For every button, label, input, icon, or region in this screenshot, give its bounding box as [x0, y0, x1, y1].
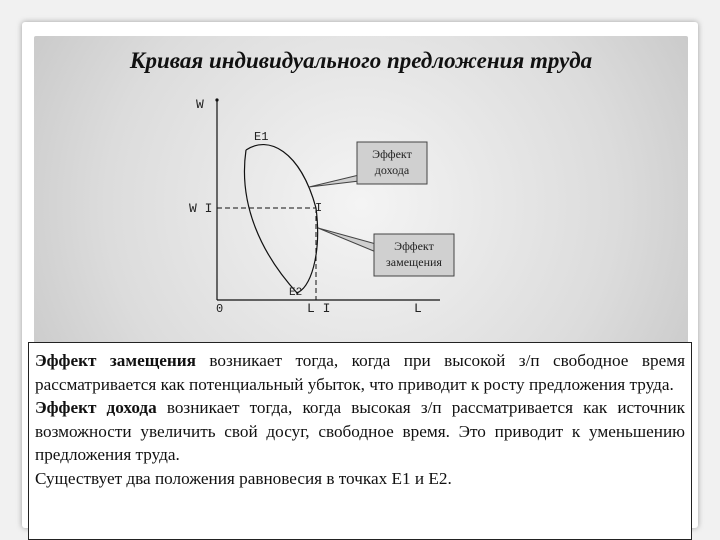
y-axis-tip [215, 98, 218, 101]
labor-level-label: L I [307, 301, 331, 316]
axis-x-label: L [414, 301, 422, 316]
callout-income-line2: дохода [374, 163, 410, 177]
callout-substitution-effect [318, 228, 454, 276]
term-substitution: Эффект замещения [35, 351, 196, 370]
point-e1-label: E1 [254, 130, 269, 144]
point-e2-label: E2 [289, 287, 303, 299]
term-income: Эффект дохода [35, 398, 157, 417]
paragraph-substitution [35, 349, 685, 396]
callout-substitution-line1: Эффект [394, 239, 434, 253]
supply-curve-lower [296, 208, 318, 293]
paragraph-equilibrium: Существует два положения равновесия в точках Е1 и Е2. [35, 468, 452, 488]
body-substitution: возникает тогда, когда при высокой з/п свободное время рассматривается как потенциальный убыток, что приводит к росту предложения труда. [35, 351, 686, 394]
supply-curve-left [244, 150, 298, 294]
paragraph-income [35, 396, 685, 467]
supply-curve-upper [246, 145, 316, 208]
explanation-textbox [28, 342, 692, 540]
body-income: возникает тогда, когда высокая з/п рассматривается как источник возможности увеличить свой досуг, свободное время. Это приводит к уменьшению предложения труда. [35, 398, 685, 464]
point-i-label: I [315, 201, 323, 215]
wage-level-label: W I [189, 201, 213, 216]
origin-label: 0 [216, 302, 224, 316]
callout-substitution-line2: замещения [386, 255, 442, 269]
slide-title: Кривая индивидуального предложения труда [129, 48, 593, 73]
axis-y-label: W [196, 97, 204, 112]
callout-income-effect [309, 142, 427, 187]
callout-income-line1: Эффект [372, 147, 412, 161]
